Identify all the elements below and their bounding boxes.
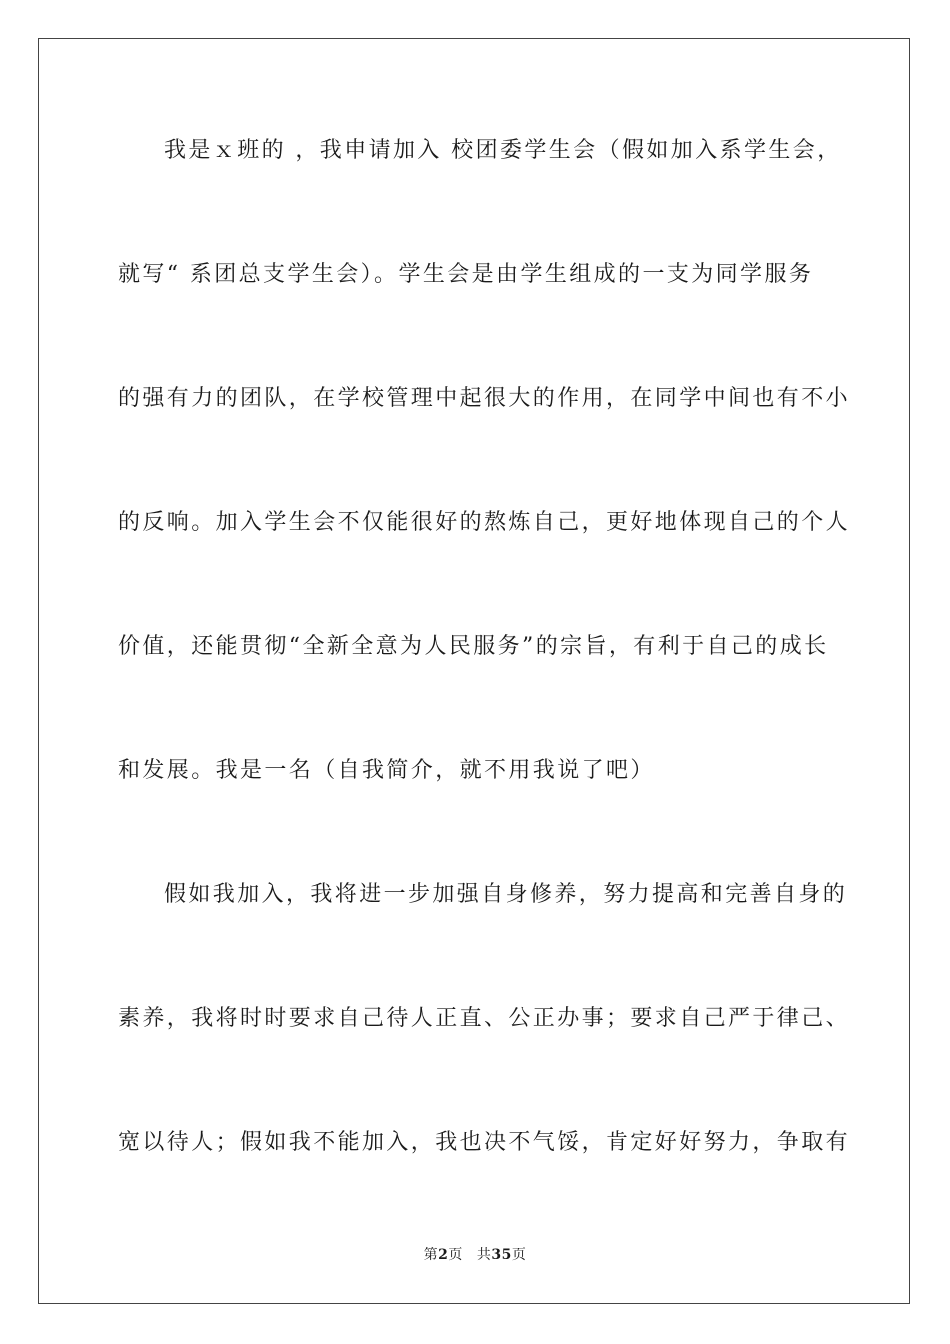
paragraph-2-line-1: 假如我加入，我将进一步加强自身修养，努力提高和完善自身的 <box>164 882 848 907</box>
page-border <box>38 38 910 1304</box>
paragraph-1-line-5: 价值，还能贯彻“全新全意为人民服务”的宗旨，有利于自己的成长 <box>118 634 829 659</box>
total-prefix: 共 <box>476 1247 492 1263</box>
paragraph-1-line-1: 我是ｘ班的 ，我申请加入 校团委学生会（假如加入系学生会， <box>164 138 842 163</box>
page-footer <box>0 1245 950 1265</box>
page-prefix: 第 <box>423 1247 439 1263</box>
total-pages: 35 <box>491 1247 512 1263</box>
paragraph-1-line-2: 就写“ 系团总支学生会）。学生会是由学生组成的一支为同学服务 <box>118 262 814 287</box>
paragraph-1-line-6: 和发展。我是一名（自我简介，就不用我说了吧） <box>118 758 655 783</box>
paragraph-1-line-3: 的强有力的团队，在学校管理中起很大的作用，在同学中间也有不小 <box>118 386 851 411</box>
paragraph-1-line-4: 的反响。加入学生会不仅能很好的熬炼自己，更好地体现自己的个人 <box>118 510 851 535</box>
paragraph-2-line-2: 素养，我将时时要求自己待人正直、公正办事；要求自己严于律己、 <box>118 1006 851 1031</box>
page-suffix: 页 <box>448 1247 463 1263</box>
total-suffix: 页 <box>511 1247 527 1263</box>
page-number: 2 <box>438 1247 449 1263</box>
paragraph-2-line-3: 宽以待人；假如我不能加入，我也决不气馁，肯定好好努力，争取有 <box>118 1130 851 1155</box>
